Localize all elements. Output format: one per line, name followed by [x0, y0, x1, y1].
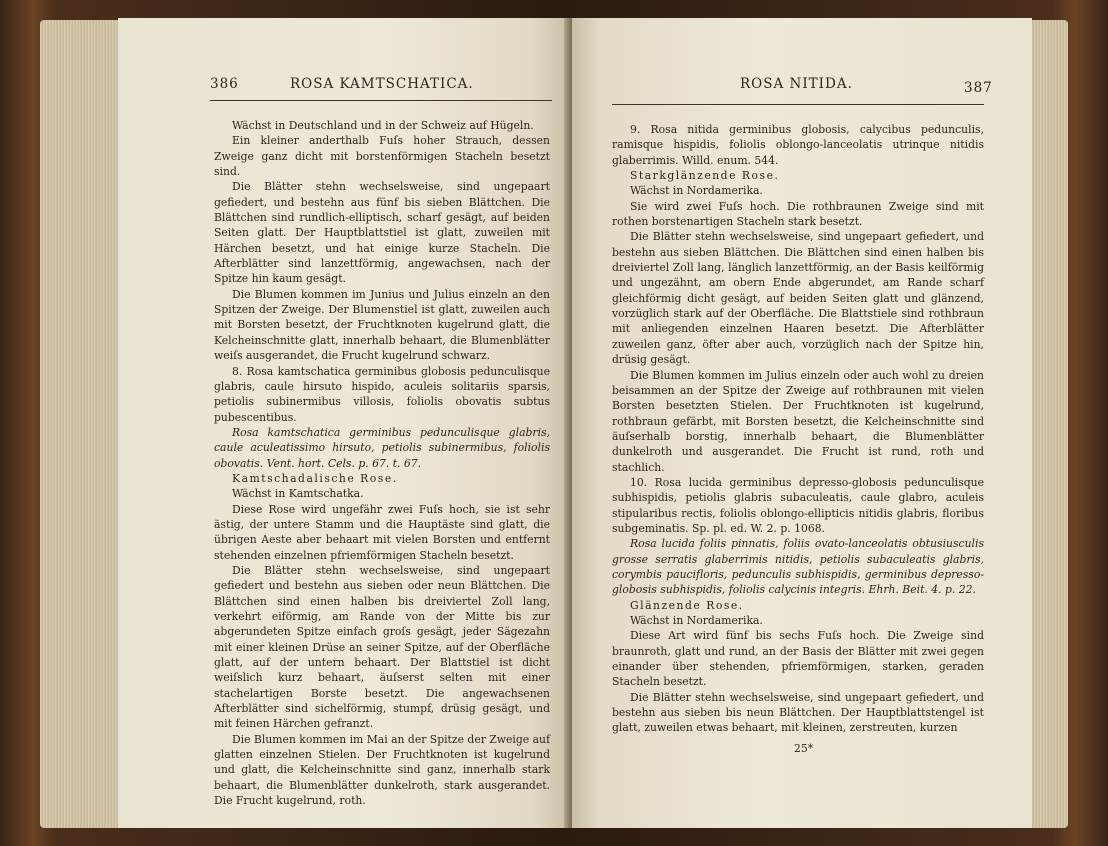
habitat: Wächst in Kamtschatka.: [232, 487, 364, 501]
paragraph: Sie wird zwei Fuſs hoch. Die rothbraunen Zweige sind mit rothen borstenartigen Stacheln stark besetzt.: [612, 199, 984, 229]
page-number: 386: [210, 76, 239, 92]
paragraph: Die Blumen kommen im Junius und Julius einzeln an den Spitzen der Zweige. Der Blumenstiel ist glatt, zuweilen auch mit Borsten besetzt, der Fruchtknoten kugelrund glatt, die Kelcheinschnitte glatt, innerhalb behaart, die Blumenblätter weiſs ausgerandet, die Frucht kugelrund schwarz.: [214, 287, 550, 363]
header-rule: [612, 104, 984, 105]
species-description: 8. Rosa kamtschatica germinibus globosis pedunculisque glabris, caule hirsuto hispido, aculeis solitariis sparsis, petiolis subinermibus villosis, foliolis obovatis subtus pubescentibus.: [214, 364, 550, 424]
left-page-body: [214, 118, 550, 808]
paragraph: Diese Art wird fünf bis sechs Fuſs hoch. Die Zweige sind braunroth, glatt und rund, an der Basis der Blätter mit zwei gegen einander über stehenden, pfriemförmigen, starken, geraden Stacheln besetzt.: [612, 629, 984, 689]
paragraph: Die Blumen kommen im Julius einzeln oder auch wohl zu dreien beisammen an der Spitze der Zweige auf rothbraunen mit vielen Borsten besetzten Stielen. Der Fruchtknoten ist kugelrund, rothbraun gefärbt, mit Borsten besetzt, die Kelcheinschnitte sind äuſserhalb borstig, innerhalb behaart, die Blumenblätter dunkelroth und ausgerandet. Die Frucht ist rund, roth und stachlich.: [612, 368, 984, 474]
paragraph: Die Blätter stehn wechselsweise, sind ungepaart gefiedert, und bestehn aus sieben Blättchen. Die Blättchen sind einen halben bis dreiviertel Zoll lang, länglich lanzettförmig, an der Basis keilförmig und ungezähnt, am obern Ende abgerundet, am Rande scharf gleichförmig dicht gesägt, auf beiden Seiten glatt und glänzend, vorzüglich stark auf der Oberfläche. Die Blattstiele sind rothbraun mit anliegenden einzelnen Haaren besetzt. Die Afterblätter zuweilen ganz, öfter aber auch, vorzüglich nach der Spitze hin, drüsig gesägt.: [612, 230, 984, 367]
right-page: [572, 18, 1032, 828]
paragraph: Diese Rose wird ungefähr zwei Fuſs hoch, sie ist sehr ästig, der untere Stamm und die Hauptäste sind glatt, die übrigen Aeste aber behaart mit vielen Borsten und entfernt stehenden einzelnen pfriemförmigen Stacheln besetzt.: [214, 502, 550, 562]
right-page-header: [612, 76, 992, 98]
paragraph: Wächst in Deutschland und in der Schweiz auf Hügeln.: [232, 119, 534, 132]
paragraph: Die Blätter stehn wechselsweise, sind ungepaart gefiedert und bestehn aus sieben oder neun Blättchen. Die Blättchen sind einen halben bis dreiviertel Zoll lang, verkehrt eiförmig, am Rande von der Mitte bis zur abgerundeten Spitze einfach groſs gesägt, jeder Sägezahn mit einer kleinen Drüse an seiner Spitze, auf der Oberfläche glatt, auf der untern behaart. Der Blattstiel ist dicht weiſslich kurz behaart, äuſserst selten mit einer stachelartigen Borste besetzt. Die angewachsenen Afterblätter sind sichelförmig, stumpf, drüsig gesägt, und mit feinen Härchen gefranzt.: [214, 563, 550, 731]
common-name: Glänzende Rose.: [630, 598, 744, 612]
left-page-header: [210, 76, 550, 98]
common-name: Kamtschadalische Rose.: [232, 471, 398, 485]
paragraph: Ein kleiner anderthalb Fuſs hoher Strauch, dessen Zweige ganz dicht mit borstenförmigen Stacheln besetzt sind.: [214, 134, 550, 179]
species-description: 9. Rosa nitida germinibus globosis, calycibus pedunculis, ramisque hispidis, foliolis oblongo-lanceolatis utrinque nitidis glaberrimis. Willd. enum. 544.: [612, 123, 984, 167]
habitat: Wächst in Nordamerika.: [630, 184, 763, 198]
synonym-citation: Rosa lucida foliis pinnatis, foliis ovato-lanceolatis obtusiusculis grosse serratis glaberrimis nitidis, petiolis subaculeatis glabris, corymbis paucifloris, pedunculis subhispidis, germinibus depresso-globosis subhispidis, foliolis calycinis integris. Ehrh. Beit. 4. p. 22.: [612, 537, 984, 597]
signature-mark: 25*: [794, 742, 814, 755]
species-description: 10. Rosa lucida germinibus depresso-globosis pedunculisque subhispidis, petiolis glabris subaculeatis, caule glabro, aculeis stipularibus rectis, foliolis oblongo-ellipticis nitidis glabris, floribus subgeminatis. Sp. pl. ed. W. 2. p. 1068.: [612, 475, 984, 535]
page-edges-left: [40, 20, 126, 828]
paragraph: Die Blätter stehn wechselsweise, sind ungepaart gefiedert, und bestehn aus sieben bis neun Blättchen. Der Hauptblattstengel ist glatt, zuweilen etwas behaart, mit kleinen, zerstreuten, kurzen: [612, 690, 984, 735]
right-page-body: [612, 122, 984, 736]
common-name: Starkglänzende Rose.: [630, 169, 780, 183]
running-title: ROSA KAMTSCHATICA.: [290, 76, 474, 92]
synonym-citation: Rosa kamtschatica germinibus pedunculisque glabris, caule aculeatissimo hirsuto, petiolis subinermibus, foliolis obovatis. Vent. hort. Cels. p. 67. t. 67.: [214, 425, 550, 470]
left-page: [118, 18, 570, 828]
paragraph: Die Blumen kommen im Mai an der Spitze der Zweige auf glatten einzelnen Stielen. Der Fruchtknoten ist kugelrund und glatt, die Kelcheinschnitte sind ganz, innerhalb stark behaart, die Blumenblätter dunkelroth, stark ausgerandet. Die Frucht kugelrund, roth.: [214, 732, 551, 808]
running-title: ROSA NITIDA.: [740, 76, 853, 92]
paragraph: Die Blätter stehn wechselsweise, sind ungepaart gefiedert, und bestehn aus fünf bis sieben Blättchen. Die Blättchen sind rundlich-elliptisch, scharf gesägt, auf beiden Seiten glatt. Der Hauptblattstiel ist glatt, zuweilen mit Härchen besetzt, und hat einige kurze Stacheln. Die Afterblätter sind lanzettförmig, angewachsen, nach der Spitze hin kaum gesägt.: [214, 180, 550, 286]
habitat: Wächst in Nordamerika.: [630, 614, 763, 627]
header-rule: [210, 100, 552, 101]
page-edges-right: [1028, 20, 1068, 828]
page-number: 387: [964, 80, 993, 96]
